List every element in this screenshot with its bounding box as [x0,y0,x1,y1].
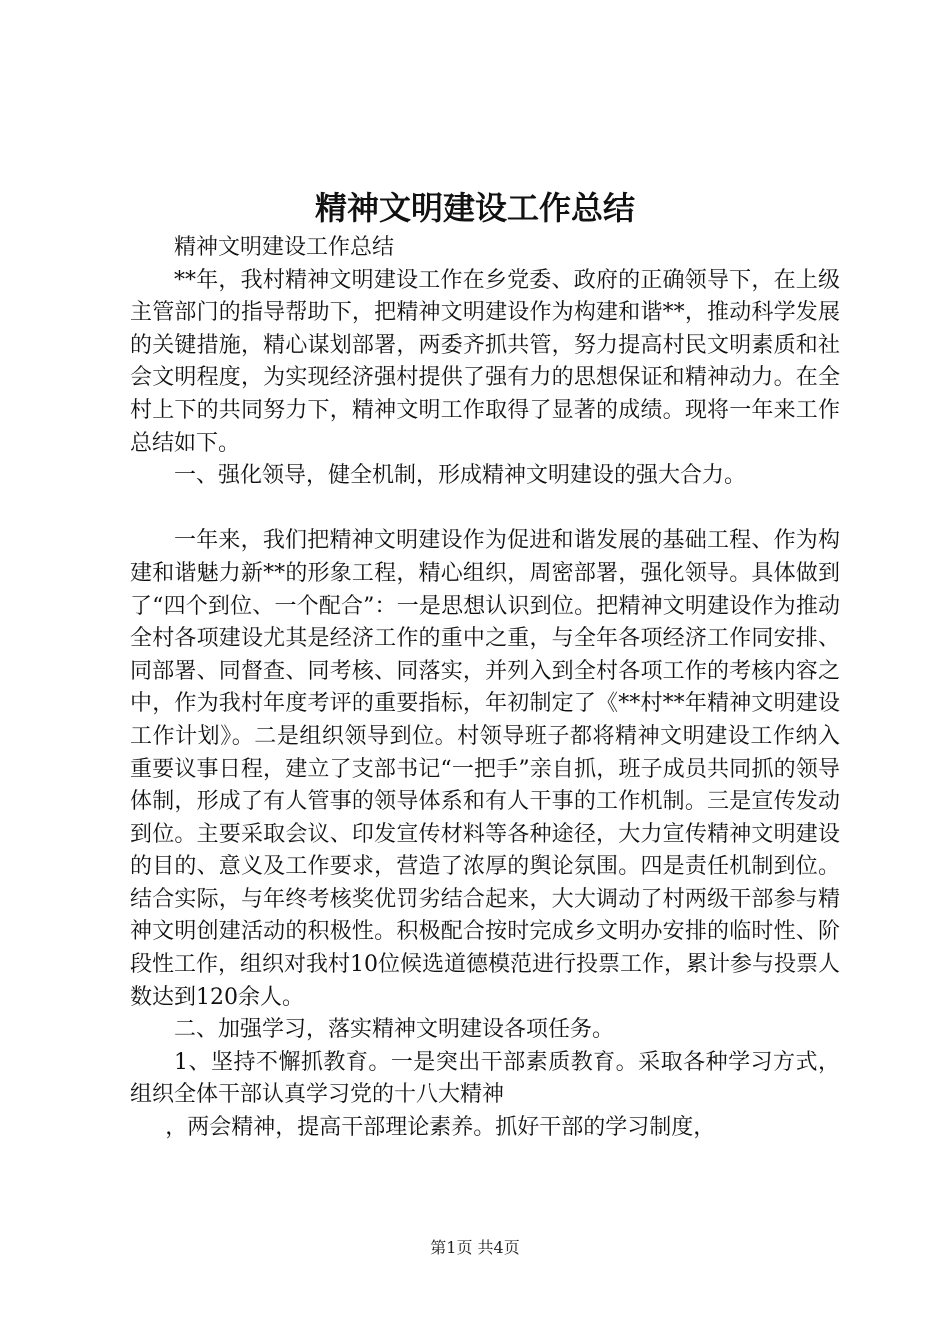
paragraph-subtitle: 精神文明建设工作总结 [174,235,395,260]
paragraph-intro: **年，我村精神文明建设工作在乡党委、政府的正确领导下，在上级主管部门的指导帮助下，把精神文明建设作为构建和谐**，推动科学发展的关键措施，精心谋划部署，两委齐抓共管，努力提高村民文明素质和社会文明程度，为实现经济强村提供了强有力的思想保证和精神动力。在全村上下的共同努力下，精神文明工作取得了显著的成绩。现将一年来工作总结如下。 [130,267,840,456]
document-body [130,232,840,1145]
paragraph-education: 1、坚持不懈抓教育。一是突出干部素质教育。采取各种学习方式，组织全体干部认真学习党的十八大精神 [130,1049,840,1108]
section-heading-1: 一、强化领导，健全机制，形成精神文明建设的强大合力。 [174,463,747,489]
paragraph-section-1: 一年来，我们把精神文明建设作为促进和谐发展的基础工程、作为构建和谐魅力新**的形象工程，精心组织，周密部署，强化领导。具体做到了“四个到位、一个配合”：一是思想认识到位。把精神文明建设作为推动全村各项建设尤其是经济工作的重中之重，与全年各项经济工作同安排、同部署、同督查、同考核、同落实，并列入到全村各项工作的考核内容之中，作为我村年度考评的重要指标，年初制定了《**村**年精神文明建设工作计划》。二是组织领导到位。村领导班子都将精神文明建设工作纳入重要议事日程，建立了支部书记“一把手”亲自抓，班子成员共同抓的领导体制，形成了有人管事的领导体系和有人干事的工作机制。三是宣传发动到位。主要采取会议、印发宣传材料等各种途径，大力宣传精神文明建设的目的、意义及工作要求，营造了浓厚的舆论氛围。四是责任机制到位。结合实际，与年终考核奖优罚劣结合起来，大大调动了村两级干部参与精神文明创建活动的积极性。积极配合按时完成乡文明办安排的临时性、阶段性工作，组织对我村10位候选道德模范进行投票工作，累计参与投票人数达到120余人。 [130,528,840,1010]
page-number-footer: 第1页 共4页 [430,1238,520,1257]
section-heading-2: 二、加强学习，落实精神文明建设各项任务。 [174,1017,615,1043]
page-title: 精神文明建设工作总结 [314,189,635,227]
paragraph-continuation: ，两会精神，提高干部理论素养。抓好干部的学习制度， [165,1115,716,1141]
